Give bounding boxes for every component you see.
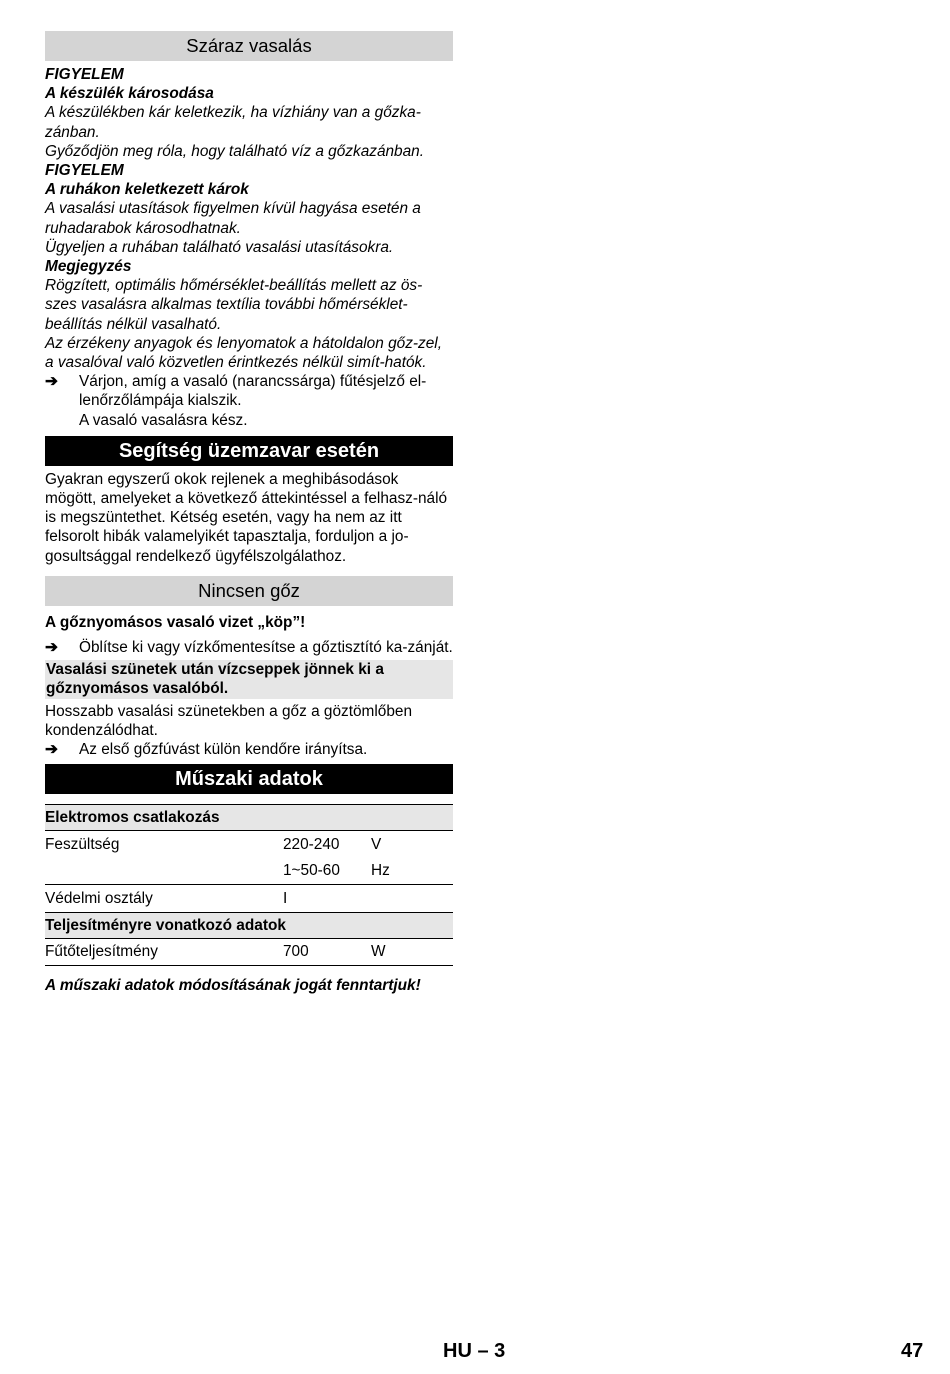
section-heading-troubleshooting: Segítség üzemzavar esetén	[45, 436, 453, 466]
cell-value: I	[283, 889, 288, 907]
cell-label: Fűtőteljesítmény	[45, 938, 283, 966]
table-row	[45, 885, 453, 913]
note-text: Az érzékeny anyagok és lenyomatok a hátoldalon gőz-zel, a vasalóval való közvetlen érintkezés nélkül simít-hatók.	[45, 334, 442, 372]
note-text: Rögzített, optimális hőmérséklet-beállítás mellett az ös-szes vasalásra alkalmas textília további hőmérséklet-beállítás nélkül vasalható.	[45, 277, 423, 333]
cause-text: Hosszabb vasalási szünetekben a gőz a göztömlőben kondenzálódhat.	[45, 702, 413, 739]
cell-unit: V	[371, 835, 382, 853]
left-column	[45, 31, 453, 996]
disclaimer: A műszaki adatok módosításának jogát fenntartjuk!	[45, 977, 421, 995]
table-group-row	[45, 912, 453, 938]
table-row	[45, 858, 453, 885]
arrow-icon: ➔	[45, 373, 58, 391]
troubleshooting-intro: Gyakran egyszerű okok rejlenek a meghibásodások mögött, amelyeket a következő áttekintéssel a felhasz-náló is megszüntethet. Kétség esetén, vagy ha nem az itt felsorolt hibák valamelyikét tapasztalja, forduljon a jo-gosultsággal rendelkező ügyfélszolgálathoz.	[45, 470, 448, 565]
table-row	[45, 831, 453, 858]
step-item	[45, 372, 453, 410]
warning-text: Győződjön meg róla, hogy található víz a gőzkazánban.	[45, 142, 425, 160]
group-label: Teljesítményre vonatkozó adatok	[45, 912, 453, 938]
remedy-text: Az első gőzfúvást külön kendőre irányítsa.	[79, 741, 368, 759]
note-label: Megjegyzés	[45, 258, 132, 276]
remedy-text: Öblítse ki vagy vízkőmentesítse a gőztisztító ka-zánját.	[79, 639, 453, 657]
cell-label: Védelmi osztály	[45, 889, 153, 907]
group-label: Elektromos csatlakozás	[45, 805, 453, 831]
section-heading-no-steam: Nincsen gőz	[45, 576, 453, 606]
arrow-icon: ➔	[45, 741, 58, 759]
warning-text: A készülékben kár keletkezik, ha vízhiány van a gőzka-zánban.	[45, 104, 421, 141]
warning-text: A vasalási utasítások figyelmen kívül hagyása esetén a ruhadarabok károsodhatnak.	[45, 200, 421, 237]
table-group-row	[45, 805, 453, 831]
cell-label	[45, 858, 283, 885]
technical-data-table	[45, 804, 453, 966]
footer-language-code: HU – 3	[443, 1340, 506, 1362]
cell-unit	[371, 885, 453, 913]
table-row	[45, 938, 453, 966]
problem-title: Vasalási szünetek után vízcseppek jönnek ki a gőznyomásos vasalóból.	[45, 660, 453, 698]
cell-value: 700	[283, 938, 371, 966]
step-text: Várjon, amíg a vasaló (narancssárga) fűtésjelző el-lenőrzőlámpája kialszik.	[79, 373, 427, 410]
section-heading-technical-data: Műszaki adatok	[45, 764, 453, 794]
cell-value: 1~50-60	[283, 858, 371, 885]
cell-value: 220-240	[283, 835, 340, 853]
warning-label: FIGYELEM	[45, 162, 124, 180]
warning-text: Ügyeljen a ruhában található vasalási utasításokra.	[45, 238, 394, 256]
warning-title: A ruhákon keletkezett károk	[45, 181, 249, 199]
cell-unit: W	[371, 938, 453, 966]
cell-unit: Hz	[371, 858, 453, 885]
section-heading-dry-ironing: Száraz vasalás	[45, 31, 453, 61]
warning-title: A készülék károsodása	[45, 85, 214, 103]
problem-title: A gőznyomásos vasaló vizet „köp”!	[45, 613, 306, 631]
footer-page-number: 47	[901, 1340, 924, 1362]
remedy-item	[45, 740, 453, 759]
cell-label: Feszültség	[45, 835, 120, 853]
step-result: A vasaló vasalásra kész.	[79, 411, 248, 429]
arrow-icon: ➔	[45, 639, 58, 657]
remedy-item	[45, 638, 453, 657]
warning-label: FIGYELEM	[45, 66, 124, 83]
